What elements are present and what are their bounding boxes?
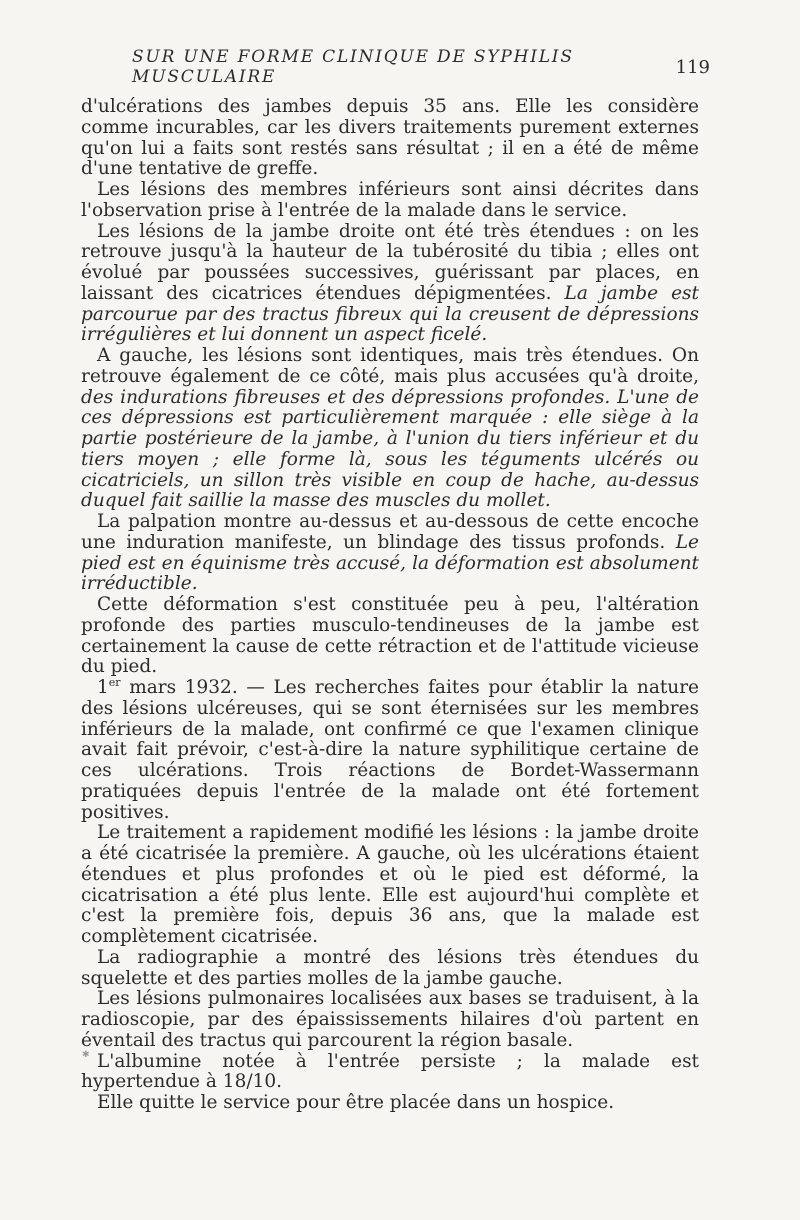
italic-text: des indurations fibreuses et des dépressions profondes. L'une de ces dépressions est particulièrement marquée : elle siège à la partie postérieure de la jambe, à l'union du tiers inférieur et du tiers moyen ; elle forme là, sous les téguments ulcérés ou cicatriciels, un sillon très visible en coup de hache, au-dessus duquel fait saillie la masse des muscles du mollet. [81, 386, 699, 512]
paragraph [81, 675, 699, 823]
superscript: er [108, 675, 121, 689]
paragraph [81, 1052, 699, 1094]
text-run: Les lésions pulmonaires localisées aux bases se traduisent, à la radioscopie, par des épaississements hilaires d'où partent en éventail des tractus qui parcourent la région basale. [81, 988, 699, 1051]
paragraph [81, 989, 699, 1051]
text-run: A gauche, les lésions sont identiques, mais très étendues. On retrouve également de ce côté, mais plus accusées qu'à droite, [81, 345, 699, 387]
paragraph [81, 823, 699, 948]
running-title: SUR UNE FORME CLINIQUE DE SYPHILIS MUSCULAIRE [132, 47, 574, 87]
paragraph [81, 180, 699, 222]
text-run: Le traitement a rapidement modifié les lésions : la jambe droite a été cicatrisée la première. A gauche, où les ulcérations étaient étendues et plus profondes et où le pied est déformé, la cicatrisation a été plus lente. Elle est aujourd'hui complète et c'est la première fois, depuis 36 ans, que la malade est complètement cicatrisée. [81, 822, 699, 947]
paragraph [81, 948, 699, 990]
page-header [80, 47, 720, 87]
text-run: Elle quitte le service pour être placée dans un hospice. [97, 1092, 615, 1113]
italic-text: La jambe est parcourue par des tractus fibreux qui la creusent de dépressions irrégulières et lui donnent un aspect ficelé. [81, 282, 699, 346]
paragraph [81, 222, 699, 347]
body-text [81, 97, 699, 1114]
text-run: Les lésions des membres inférieurs sont ainsi décrites dans l'observation prise à l'entrée de la malade dans le service. [81, 179, 699, 221]
paragraph [81, 346, 699, 512]
text-run: d'ulcérations des jambes depuis 35 ans. Elle les considère comme incurables, car les divers traitements purement externes qu'on lui a faits sont restés sans résultat ; il en a été de même d'une tentative de greffe. [81, 96, 699, 180]
text-run: Cette déformation s'est constituée peu à peu, l'altération profonde des parties musculo-tendineuses de la jambe est certainement la cause de cette rétraction et de l'attitude vicieuse du pied. [81, 594, 699, 678]
page-number: 119 [675, 56, 710, 78]
text-run: L'albumine notée à l'entrée persiste ; la malade est hypertendue à 18/10. [81, 1050, 699, 1093]
text-run: Les lésions de la jambe droite ont été très étendues : on les retrouve jusqu'à la hauteur de la tubérosité du tibia ; elles ont évolué par poussées successives, guérissant par places, en laissant des cicatrices étendues dépigmentées. [81, 220, 699, 304]
text-run: La palpation montre au-dessus et au-dessous de cette encoche une induration manifeste, un blindage des tissus profonds. [81, 511, 699, 553]
paragraph [81, 512, 699, 595]
paragraph [81, 97, 699, 180]
text-run: La radiographie a montré des lésions très étendues du squelette et des parties molles de la jambe gauche. [81, 946, 699, 989]
paragraph [81, 1093, 699, 1114]
italic-text: Le pied est en équinisme très accusé, la déformation est absolument irréductible. [81, 531, 699, 595]
text-run: 1 [97, 677, 109, 698]
text-run: mars 1932. — Les recherches faites pour établir la nature des lésions ulcéreuses, qui se sont éternisées sur les membres inférieurs de la malade, ont confirmé ce que l'examen clinique avait fait prévoir, c'est-à-dire la nature syphilitique certaine de ces ulcérations. Trois réactions de Bordet-Wassermann pratiquées depuis l'entrée de la malade ont été fortement positives. [81, 677, 699, 823]
paragraph [81, 595, 699, 678]
ink-speck: ✱ [82, 1050, 90, 1060]
